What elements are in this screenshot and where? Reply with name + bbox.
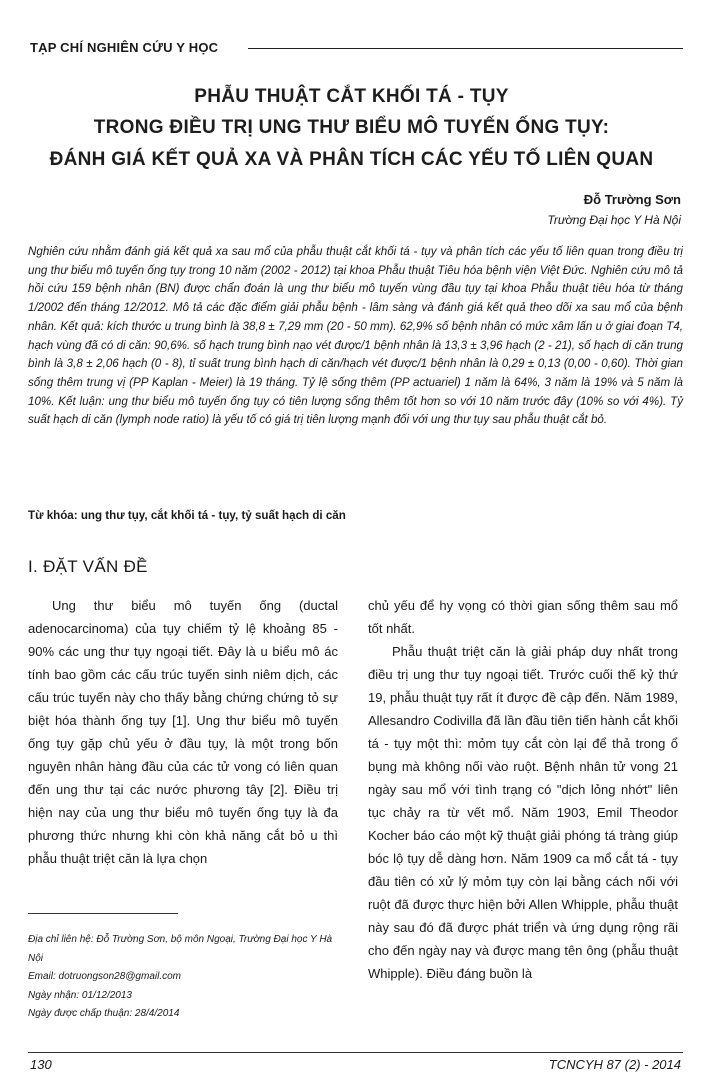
title-line-2: TRONG ĐIỀU TRỊ UNG THƯ BIỂU MÔ TUYẾN ỐNG TỤY: <box>93 117 610 138</box>
journal-header: TẠP CHÍ NGHIÊN CỨU Y HỌC <box>30 40 219 55</box>
paragraph: Phẫu thuật triệt căn là giải pháp duy nhất trong điều trị ung thư tụy ngoại tiết. Trước cuối thế kỷ thứ 19, phẫu thuật tụy rất ít được đề cập đến. Năm 1989, Allesandro Codivilla đã lần đầu tiên tiến hành cắt khối tá - tụy một thì: mỏm tụy cắt còn lại để thả trong ổ bụng mà không nối vào ruột. Bệnh nhân tử vong 21 ngày sau mổ với tình trạng có "dịch lỏng nhớt" liên tục chảy ra từ vết mổ. Năm 1903, Emil Theodor Kocher báo cáo một kỹ thuật giải phóng tá tràng giúp bóc lộ tụy dễ dàng hơn. Năm 1909 ca mổ cắt tá - tụy đầu tiên có xử lý mỏm tụy còn lại bằng cách nối với ruột đã được thực hiện bởi Allen Whipple, phẫu thuật này sau đó đã được phát triển và ứng dụng rộng rãi cho đến ngày nay và được mang tên ông (phẫu thuật Whipple). Điều đáng buồn là <box>368 644 678 981</box>
keywords: Từ khóa: ung thư tụy, cắt khối tá - tụy, tỷ suất hạch di căn <box>28 509 346 522</box>
paragraph: Ung thư biểu mô tuyến ống (ductal adenocarcinoma) của tụy chiếm tỷ lệ khoảng 85 - 90% các ung thư tụy ngoại tiết. Đây là u biểu mô ác tính bao gồm các cấu trúc tuyến sinh niêm dịch, các cấu trúc tuyến này cho thấy bằng chứng chứng tỏ sự biệt hóa thành ống tụy [1]. Ung thư biểu mô tuyến ống tụy gặp chủ yếu ở đầu tụy, là một trong bốn nguyên nhân hàng đầu của các tử vong có liên quan đến ung thư tại các nước phương tây [2]. Điều trị hiện nay của ung thư biểu mô tuyến ống tụy là đa phương thức nhưng khi còn khả năng cắt bỏ u thì phẫu thuật triệt căn là lựa chọn <box>28 598 338 866</box>
title-line-1: PHẪU THUẬT CẮT KHỐI TÁ - TỤY <box>194 86 509 107</box>
left-column <box>28 594 338 870</box>
abstract: Nghiên cứu nhằm đánh giá kết quả xa sau mổ của phẫu thuật cắt khối tá - tụy và phân tích các yếu tố liên quan trong điều trị ung thư biểu mô tuyến ống tụy trong 10 năm (2002 - 2012) tại khoa Phẫu thuật Tiêu hóa bệnh viện Việt Đức. Nghiên cứu mô tả hồi cứu 159 bệnh nhân (BN) được chẩn đoán là ung thư biểu mô tuyến vùng đầu tụy tại khoa Phẫu thuật tiêu hóa từ tháng 1/2002 đến tháng 12/2012. Mô tả các đặc điểm giải phẫu bệnh - lâm sàng và đánh giá kết quả theo dõi xa sau mổ của bệnh nhân. Kết quả: kích thước u trung bình là 38,8 ± 7,29 mm (20 - 50 mm). 62,9% số bệnh nhân có mức xâm lấn u ở giai đoạn T4, hạch vùng đã có di căn: 90,6%. số hạch trung bình nạo vét được/1 bệnh nhân là 13,3 ± 3,96 hạch (2 - 21), số hạch di căn trung bình là 3,8 ± 2,06 hạch (0 - 8), tỉ suất trung bình hạch di căn/hạch vét được/1 bệnh nhân là 0,29 ± 0,13 (0,00 - 0,60). Thời gian sống thêm trung vị (PP Kaplan - Meier) là 19 tháng. Tỷ lệ sống thêm (PP actuariel) 1 năm là 64%, 3 năm là 19% và 5 năm là 10%. Kết luận: ung thư biểu mô tuyến ống tụy có tiên lượng sống thêm tốt hơn so với 10 năm trước đây (10% so với 4%). Tỷ suất hạch di căn (lymph node ratio) là yếu tố có giá trị tiên lượng mạnh đối với ung thư tụy sau phẫu thuật cắt bỏ. <box>28 245 683 427</box>
footnote-received: Ngày nhận: 01/12/2013 <box>28 989 132 1001</box>
footnote-rule <box>28 913 178 914</box>
author-name: Đỗ Trường Sơn <box>583 192 681 207</box>
right-column <box>368 594 678 985</box>
footnotes <box>28 931 348 1024</box>
footnote-accepted: Ngày được chấp thuận: 28/4/2014 <box>28 1008 180 1020</box>
header-rule <box>248 48 683 49</box>
footer-rule <box>28 1052 683 1053</box>
journal-reference: TCNCYH 87 (2) - 2014 <box>548 1057 681 1072</box>
page-number: 130 <box>30 1057 52 1072</box>
author-affiliation: Trường Đại học Y Hà Nội <box>547 213 681 227</box>
section-title: I. ĐẶT VẤN ĐỀ <box>28 557 148 576</box>
paragraph: chủ yếu để hy vọng có thời gian sống thêm sau mổ tốt nhất. <box>368 598 678 636</box>
footnote-email: Email: dotruongson28@gmail.com <box>28 971 182 983</box>
title-line-3: ĐÁNH GIÁ KẾT QUẢ XA VÀ PHÂN TÍCH CÁC YẾU TỐ LIÊN QUAN <box>49 149 654 170</box>
footnote-contact: Địa chỉ liên hệ: Đỗ Trường Sơn, bộ môn Ngoại, Trường Đại học Y Hà Nội <box>28 934 333 964</box>
